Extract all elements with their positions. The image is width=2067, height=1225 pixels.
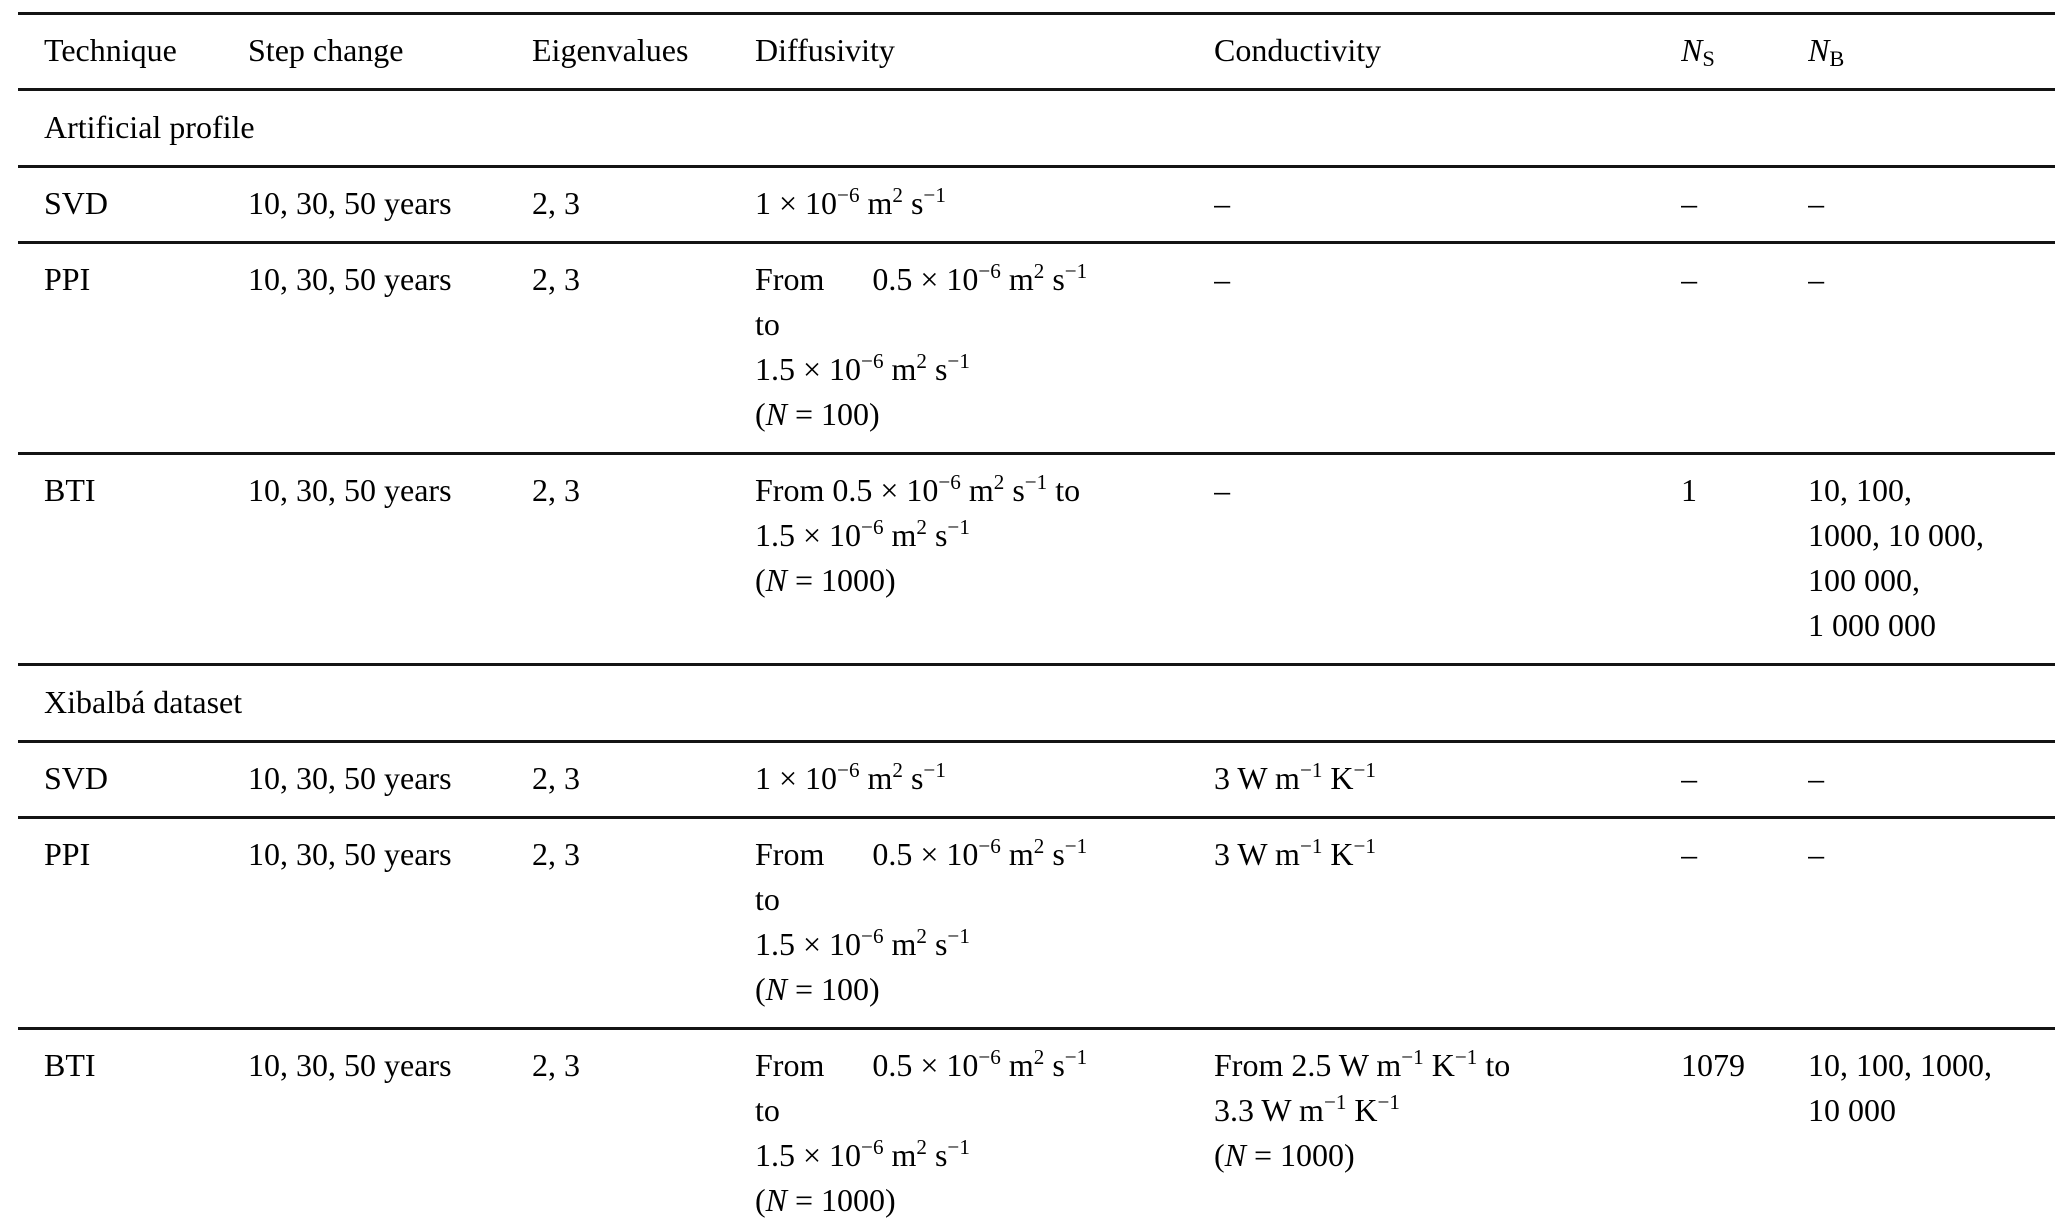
section-header-artificial-profile (18, 90, 2055, 167)
cell-eigenvalues: 2, 3 (532, 454, 755, 665)
cell-step-change: 10, 30, 50 years (248, 742, 532, 818)
table-row-xibalba-bti (18, 1029, 2055, 1225)
section-title: Xibalbá dataset (18, 665, 2055, 742)
cell-nb: – (1808, 167, 2055, 243)
cell-ns: 1079 (1681, 1029, 1808, 1225)
column-header-ns: $N_S$ (1681, 14, 1808, 90)
table-row-xibalba-svd (18, 742, 2055, 818)
cell-step-change: 10, 30, 50 years (248, 243, 532, 454)
cell-ns: – (1681, 742, 1808, 818)
experiment-settings-table (18, 12, 2055, 1225)
column-header-nb: $N_B$ (1808, 14, 2055, 90)
cell-nb: – (1808, 742, 2055, 818)
cell-technique: SVD (18, 742, 248, 818)
cell-technique: PPI (18, 818, 248, 1029)
header-row (18, 14, 2055, 90)
cell-conductivity: – (1214, 243, 1681, 454)
table-row-artificial-svd (18, 167, 2055, 243)
column-header-step-change: Step change (248, 14, 532, 90)
cell-conductivity: – (1214, 167, 1681, 243)
cell-step-change: 10, 30, 50 years (248, 1029, 532, 1225)
table-row-artificial-ppi (18, 243, 2055, 454)
cell-step-change: 10, 30, 50 years (248, 454, 532, 665)
cell-technique: BTI (18, 454, 248, 665)
cell-diffusivity: From $0.5 \times 10^{-6}$ $m^2$ $s^{-1}$ to $1.5 \times 10^{-6}$ $m^2$ $s^{-1}$ (N = 100) (755, 818, 1214, 1029)
cell-diffusivity: From $0.5 \times 10^{-6}$ $m^2$ $s^{-1}$ to $1.5 \times 10^{-6}$ $m^2$ $s^{-1}$ (N = 1000) (755, 454, 1214, 665)
cell-ns: – (1681, 243, 1808, 454)
cell-diffusivity: $1 \times 10^{-6}$ $m^2$ $s^{-1}$ (755, 167, 1214, 243)
cell-eigenvalues: 2, 3 (532, 742, 755, 818)
cell-conductivity: 3 W $m^{-1}$ $K^{-1}$ (1214, 742, 1681, 818)
section-title: Artificial profile (18, 90, 2055, 167)
table-row-xibalba-ppi (18, 818, 2055, 1029)
cell-diffusivity: $1 \times 10^{-6}$ $m^2$ $s^{-1}$ (755, 742, 1214, 818)
cell-ns: – (1681, 167, 1808, 243)
cell-ns: – (1681, 818, 1808, 1029)
cell-technique: SVD (18, 167, 248, 243)
section-header-xibalba-dataset (18, 665, 2055, 742)
cell-diffusivity: From $0.5 \times 10^{-6}$ $m^2$ $s^{-1}$ to $1.5 \times 10^{-6}$ $m^2$ $s^{-1}$ (N = 1000) (755, 1029, 1214, 1225)
column-header-conductivity: Conductivity (1214, 14, 1681, 90)
column-header-diffusivity: Diffusivity (755, 14, 1214, 90)
cell-nb: 10, 100, 1000, 10 000, 100 000, 1 000 000 (1808, 454, 2055, 665)
cell-conductivity: – (1214, 454, 1681, 665)
cell-conductivity: 3 W $m^{-1}$ $K^{-1}$ (1214, 818, 1681, 1029)
column-header-eigenvalues: Eigenvalues (532, 14, 755, 90)
cell-step-change: 10, 30, 50 years (248, 167, 532, 243)
column-header-technique: Technique (18, 14, 248, 90)
cell-conductivity: From 2.5 W $m^{-1}$ $K^{-1}$ to 3.3 W $m^{-1}$ $K^{-1}$ (N = 1000) (1214, 1029, 1681, 1225)
table-row-artificial-bti (18, 454, 2055, 665)
cell-step-change: 10, 30, 50 years (248, 818, 532, 1029)
cell-nb: – (1808, 818, 2055, 1029)
cell-eigenvalues: 2, 3 (532, 167, 755, 243)
cell-nb: 10, 100, 1000, 10 000 (1808, 1029, 2055, 1225)
cell-diffusivity: From $0.5 \times 10^{-6}$ $m^2$ $s^{-1}$ to $1.5 \times 10^{-6}$ $m^2$ $s^{-1}$ (N = 100) (755, 243, 1214, 454)
cell-eigenvalues: 2, 3 (532, 1029, 755, 1225)
cell-nb: – (1808, 243, 2055, 454)
cell-technique: PPI (18, 243, 248, 454)
cell-eigenvalues: 2, 3 (532, 818, 755, 1029)
cell-technique: BTI (18, 1029, 248, 1225)
cell-eigenvalues: 2, 3 (532, 243, 755, 454)
cell-ns: 1 (1681, 454, 1808, 665)
